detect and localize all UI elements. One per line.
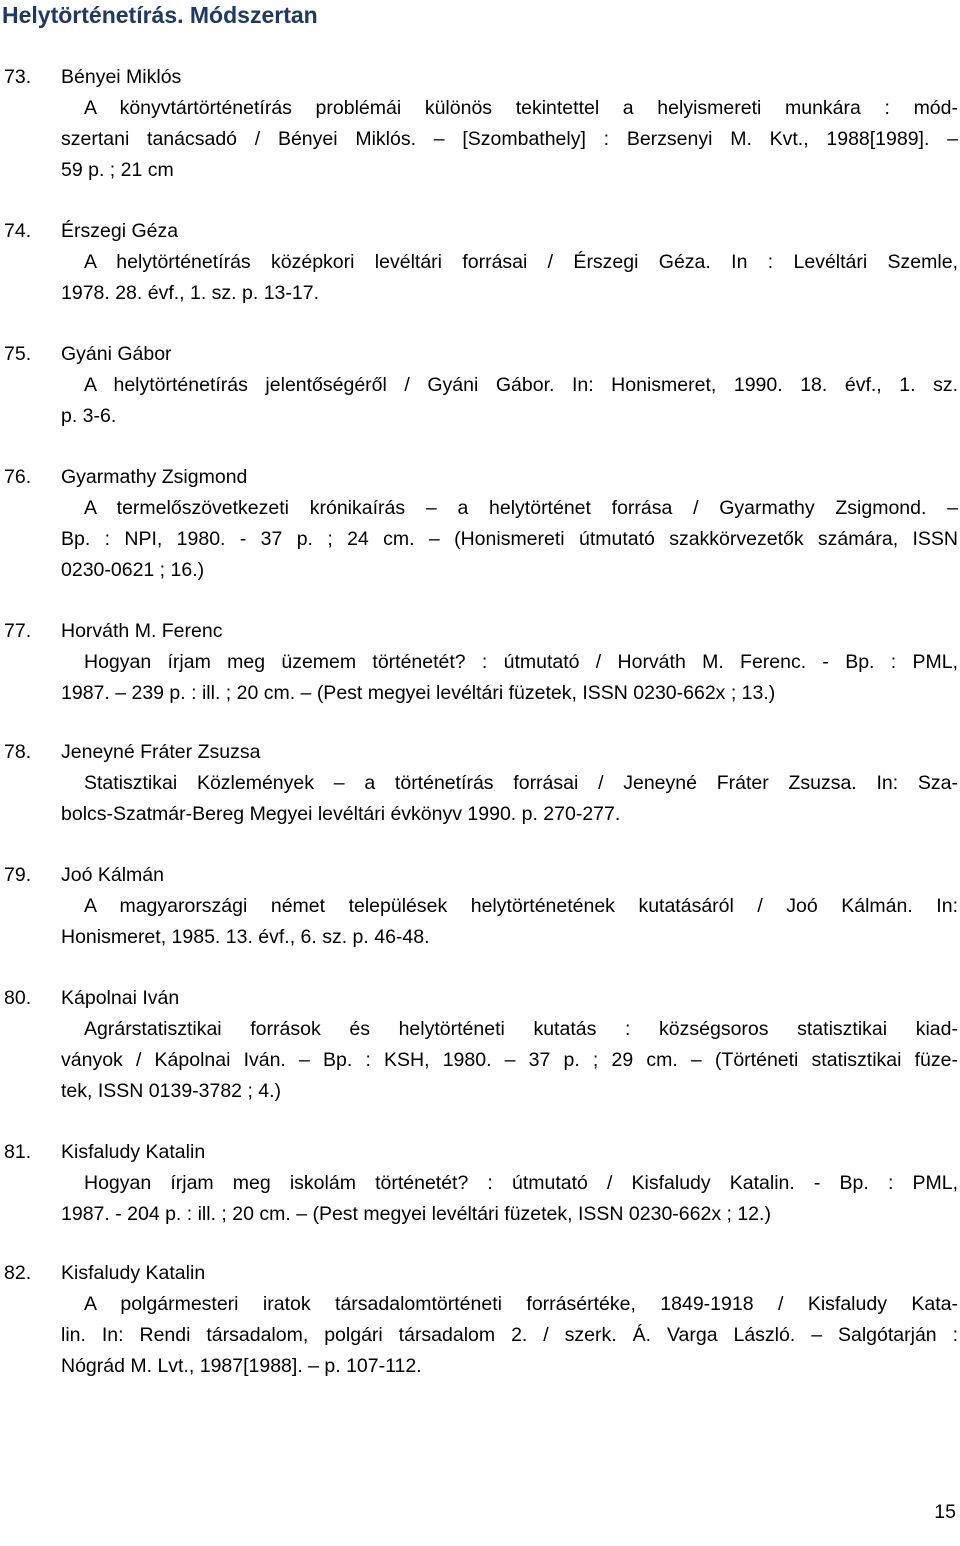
- entry-description-line: p. 3-6.: [61, 405, 117, 427]
- entry-description-line: A helytörténetírás középkori levéltári forrásai / Érszegi Géza. In : Levéltári Szemle,: [84, 251, 958, 273]
- entry-description-line: 59 p. ; 21 cm: [61, 159, 174, 181]
- entry-number: 82.: [4, 1262, 32, 1284]
- entry-author: Érszegi Géza: [61, 220, 179, 242]
- entry-description-line: Hogyan írjam meg iskolám történetét? : útmutató / Kisfaludy Katalin. - Bp. : PML,: [84, 1172, 958, 1194]
- entry-author: Horváth M. Ferenc: [61, 620, 223, 642]
- entry-description: [0, 247, 960, 309]
- entry-description-line: Honismeret, 1985. 13. évf., 6. sz. p. 46-48.: [61, 926, 430, 948]
- entry-description-line: A helytörténetírás jelentőségéről / Gyáni Gábor. In: Honismeret, 1990. 18. évf., 1. sz.: [84, 374, 958, 396]
- entry-description: [0, 647, 960, 709]
- entry-author: Joó Kálmán: [61, 864, 164, 886]
- entry-description-line: Agrárstatisztikai források és helytörténeti kutatás : községsoros statisztikai kiad-: [84, 1018, 958, 1040]
- entry-number: 74.: [4, 220, 32, 242]
- entry-description-line: A könyvtártörténetírás problémái különös tekintettel a helyismereti munkára : mód-: [84, 97, 958, 119]
- entry-description: [0, 768, 960, 830]
- entry-description-line: Nógrád M. Lvt., 1987[1988]. – p. 107-112.: [61, 1355, 422, 1377]
- entry-description: [0, 891, 960, 953]
- entry-description-line: 1987. - 204 p. : ill. ; 20 cm. – (Pest megyei levéltári füzetek, ISSN 0230-662x ; 12.): [61, 1203, 771, 1225]
- entry-description-line: 0230-0621 ; 16.): [61, 559, 205, 581]
- entry-description-line: ványok / Kápolnai Iván. – Bp. : KSH, 1980. – 37 p. ; 29 cm. – (Történeti statisztikai füze-: [61, 1049, 958, 1071]
- entry-description-line: lin. In: Rendi társadalom, polgári társadalom 2. / szerk. Á. Varga László. – Salgótarján :: [61, 1324, 958, 1346]
- entry-description-line: A magyarországi német települések helytörténetének kutatásáról / Joó Kálmán. In:: [84, 895, 958, 917]
- entry-number: 76.: [4, 466, 32, 488]
- entry-description-line: Hogyan írjam meg üzemem történetét? : útmutató / Horváth M. Ferenc. - Bp. : PML,: [84, 651, 958, 673]
- entry-author: Kisfaludy Katalin: [61, 1262, 206, 1284]
- entry-description: [0, 1289, 960, 1382]
- entry-author: Gyarmathy Zsigmond: [61, 466, 248, 488]
- entry-description-line: Statisztikai Közlemények – a történetírás forrásai / Jeneyné Fráter Zsuzsa. In: Sza-: [84, 772, 958, 794]
- entry-number: 79.: [4, 864, 32, 886]
- entry-description-line: A polgármesteri iratok társadalomtörténeti forrásértéke, 1849-1918 / Kisfaludy Kata-: [84, 1293, 958, 1315]
- entry-description-line: 1987. – 239 p. : ill. ; 20 cm. – (Pest megyei levéltári füzetek, ISSN 0230-662x ; 13.): [61, 682, 776, 704]
- entry-description-line: Bp. : NPI, 1980. - 37 p. ; 24 cm. – (Honismereti útmutató szakkörvezetők számára, ISSN: [61, 528, 958, 550]
- entry-author: Kápolnai Iván: [61, 987, 180, 1009]
- entry-description-line: bolcs-Szatmár-Bereg Megyei levéltári évkönyv 1990. p. 270-277.: [61, 803, 621, 825]
- entry-author: Bényei Miklós: [61, 66, 182, 88]
- entry-author: Gyáni Gábor: [61, 343, 172, 365]
- entry-description: [0, 93, 960, 186]
- entry-number: 78.: [4, 741, 32, 763]
- entry-description-line: tek, ISSN 0139-3782 ; 4.): [61, 1080, 282, 1102]
- entry-author: Jeneyné Fráter Zsuzsa: [61, 741, 261, 763]
- entry-number: 75.: [4, 343, 32, 365]
- page-number: 15: [934, 1501, 956, 1523]
- entry-description-line: 1978. 28. évf., 1. sz. p. 13-17.: [61, 282, 319, 304]
- page-title: Helytörténetírás. Módszertan: [2, 2, 318, 28]
- entry-author: Kisfaludy Katalin: [61, 1141, 206, 1163]
- entry-description: [0, 1168, 960, 1230]
- entry-description: [0, 370, 960, 432]
- entry-description: [0, 1014, 960, 1107]
- entry-number: 81.: [4, 1141, 32, 1163]
- entry-description-line: szertani tanácsadó / Bényei Miklós. – [Szombathely] : Berzsenyi M. Kvt., 1988[1989]. –: [61, 128, 958, 150]
- entry-number: 73.: [4, 66, 32, 88]
- entry-description: [0, 493, 960, 586]
- entry-number: 80.: [4, 987, 32, 1009]
- entry-description-line: A termelőszövetkezeti krónikaírás – a helytörténet forrása / Gyarmathy Zsigmond. –: [84, 497, 958, 519]
- entry-number: 77.: [4, 620, 32, 642]
